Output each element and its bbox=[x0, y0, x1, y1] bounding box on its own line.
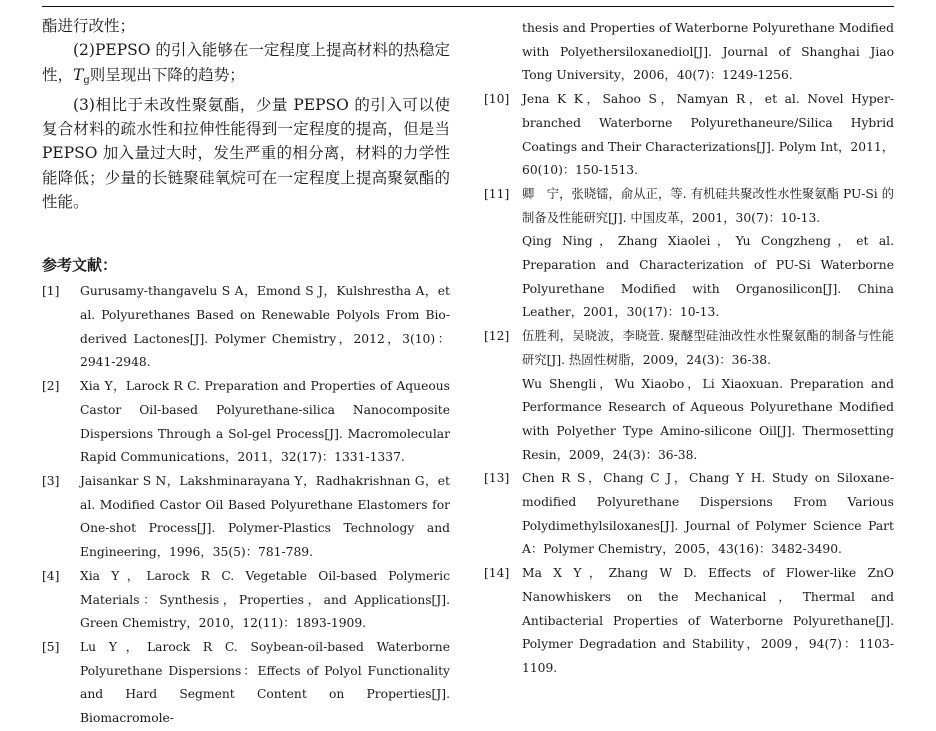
reference-item: [11] 卿 宁，张晓镭，俞从正，等. 有机硅共聚改性水性聚氨酯 PU-Si 的制备及性能研究[J]. 中国皮革，2001，30(7)：10-13. Qing Ning，Zhang Xiaolei，Yu Congzheng，et al. Preparation and Characterization of PU-Si Waterborne Polyurethane Modified with Organosilicon[J]. China Leather，2001，30(17)：10-13. bbox=[484, 183, 894, 325]
references-heading: 参考文献： bbox=[42, 256, 118, 275]
reference-item: [3] Jaisankar S N，Lakshminarayana Y，Radhakrishnan G，et al. Modified Castor Oil Based Polyurethane Elastomers for One-shot Process[J]. Polymer-Plastics Technology and Engineering，1996，35(5)：781-789. bbox=[42, 474, 450, 560]
conclusion-line: 酯进行改性； bbox=[42, 17, 136, 35]
left-column bbox=[42, 14, 450, 731]
reference-item: [2] Xia Y，Larock R C. Preparation and Properties of Aqueous Castor Oil-based Polyurethane-silica Nanocomposite Dispersions Through a Sol-gel Process[J]. Macromolecular Rapid Communications，2011，32(17)：1331-1337. bbox=[42, 379, 450, 465]
reference-continuation: thesis and Properties of Waterborne Polyurethane Modified with Polyethersiloxanediol[J]. Journal of Shanghai Jiao Tong University，2006，40(7)：1249-1256. bbox=[522, 21, 894, 83]
reference-item: [1] Gurusamy-thangavelu S A，Emond S J，Kulshrestha A，et al. Polyurethanes Based on Renewable Polyols From Bio-derived Lactones[J]. Polymer Chemistry，2012，3(10)：2941-2948. bbox=[42, 284, 450, 370]
reference-en-text: Qing Ning，Zhang Xiaolei，Yu Congzheng，et al. Preparation and Characterization of PU-Si Waterborne Polyurethane Modified with Organosilicon[J]. China Leather，2001，30(17)：10-13. bbox=[522, 234, 894, 320]
conclusion-item-3: (3)相比于未改性聚氨酯，少量 PEPSO 的引入可以使复合材料的疏水性和拉伸性能得到一定程度的提高，但是当 PEPSO 加入量过大时，发生严重的相分离，材料的力学性能降低；少量的长链聚硅氧烷可在一定程度上提高聚氨酯的性能。 bbox=[42, 95, 450, 212]
reference-item: [4] Xia Y，Larock R C. Vegetable Oil-based Polymeric Materials：Synthesis，Properties，and Applications[J]. Green Chemistry，2010，12(11)：1893-1909. bbox=[42, 568, 450, 631]
header-rule bbox=[42, 6, 894, 7]
reference-item: [14] Ma X Y，Zhang W D. Effects of Flower-like ZnO Nanowhiskers on the Mechanical，Thermal and Antibacterial Properties of Waterborne Polyurethane[J]. Polymer Degradation and Stability，2009，94(7)：1103-1109. bbox=[484, 566, 894, 675]
reference-en-text: Wu Shengli，Wu Xiaobo，Li Xiaoxuan. Preparation and Performance Research of Aqueous Polyurethane Modified with Polyether Type Amino-silicone Oil[J]. Thermosetting Resin，2009，24(3)：36-38. bbox=[522, 376, 894, 462]
reference-item: [13] Chen R S，Chang C J，Chang Y H. Study on Siloxane-modified Polyurethane Dispersions From Various Polydimethylsiloxanes[J]. Journal of Polymer Science Part A：Polymer Chemistry，2005，43(16)：3482-3490. bbox=[484, 471, 894, 557]
conclusion-item-2: (2)PEPSO 的引入能够在一定程度上提高材料的热稳定性，$T_g$则呈现出下降的趋势； bbox=[42, 41, 450, 86]
reference-cn-text: 伍胜利，吴晓波，李晓萱. 聚醚型硅油改性水性聚氨酯的制备与性能研究[J]. 热固性树脂，2009，24(3)：36-38. bbox=[522, 329, 894, 367]
reference-item: [5] Lu Y，Larock R C. Soybean-oil-based Waterborne Polyurethane Dispersions：Effects of Polyol Functionality and Hard Segment Content on Properties[J]. Biomacromole- bbox=[42, 639, 450, 726]
reference-cn-text: 卿 宁，张晓镭，俞从正，等. 有机硅共聚改性水性聚氨酯 PU-Si 的制备及性能研究[J]. 中国皮革，2001，30(7)：10-13. bbox=[522, 186, 894, 225]
right-column bbox=[484, 17, 894, 681]
reference-item: [12] 伍胜利，吴晓波，李晓萱. 聚醚型硅油改性水性聚氨酯的制备与性能研究[J]. 热固性树脂，2009，24(3)：36-38. Wu Shengli，Wu Xiaobo，Li Xiaoxuan. Preparation and Performance Research of Aqueous Polyurethane Modified with Polyether Type Amino-silicone Oil[J]. Thermosetting Resin，2009，24(3)：36-38. bbox=[484, 325, 894, 467]
reference-item: [10] Jena K K，Sahoo S，Namyan R，et al. Novel Hyper-branched Waterborne Polyurethaneure/Silica Hybrid Coatings and Their Characterizations[J]. Polym Int，2011，60(10)：150-1513. bbox=[484, 92, 894, 178]
